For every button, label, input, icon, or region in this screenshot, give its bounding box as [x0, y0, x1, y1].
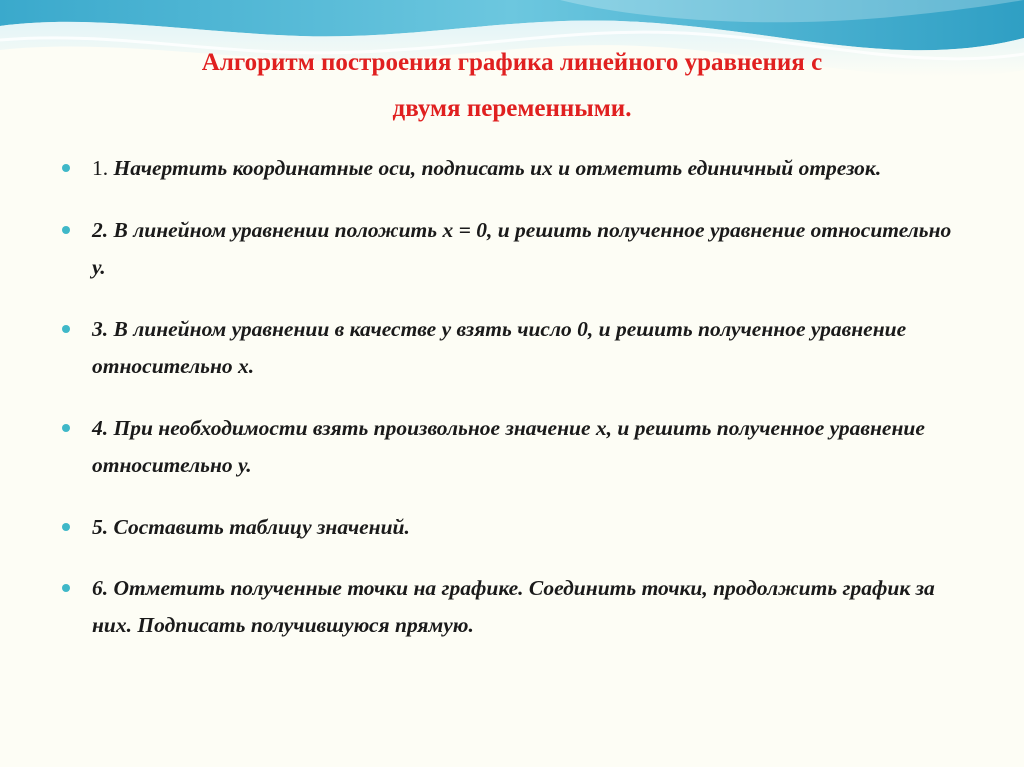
bullet-icon [62, 584, 70, 592]
list-item [62, 570, 962, 644]
bullet-icon [62, 164, 70, 172]
slide-title [80, 40, 944, 132]
step-text: Начертить координатные оси, подписать их и отметить единичный отрезок. [113, 156, 882, 180]
list-item [62, 509, 962, 546]
bullet-icon [62, 523, 70, 531]
title-line-1: Алгоритм построения графика линейного уравнения с [201, 49, 823, 76]
list-item [62, 410, 962, 484]
step-text: 2. В линейном уравнении положить x = 0, и решить полученное уравнение относительно у. [92, 218, 952, 279]
bullet-icon [62, 226, 70, 234]
bullet-icon [62, 325, 70, 333]
step-text: 6. Отметить полученные точки на графике. Соединить точки, продолжить график за них. Подписать получившуюся прямую. [92, 576, 935, 637]
list-item [62, 150, 962, 187]
bullet-icon [62, 424, 70, 432]
step-text: 5. Составить таблицу значений. [92, 515, 410, 539]
step-text: 3. В линейном уравнении в качестве у взять число 0, и решить полученное уравнение относительно х. [92, 317, 907, 378]
title-line-2: двумя переменными. [392, 95, 632, 122]
list-item [62, 212, 962, 286]
list-item [62, 311, 962, 385]
step-text: 4. При необходимости взять произвольное значение х, и решить полученное уравнение относительно у. [92, 416, 925, 477]
algorithm-steps-list [62, 150, 962, 669]
step-number: 1. [92, 156, 114, 180]
